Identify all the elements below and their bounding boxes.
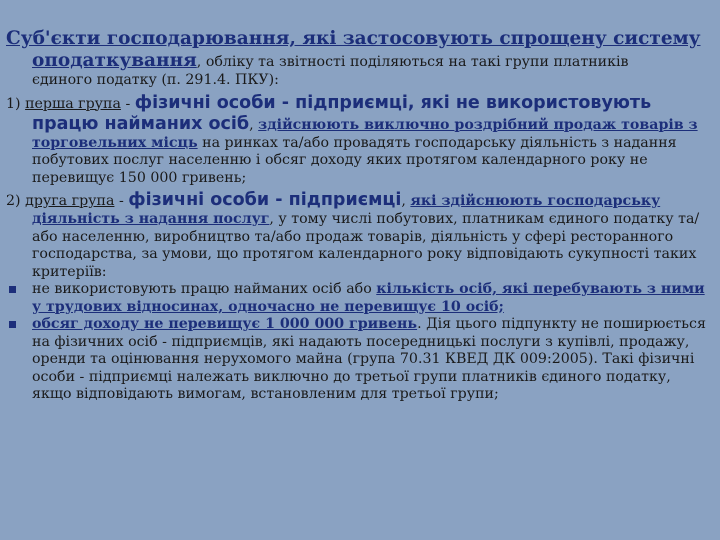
group2-paragraph <box>6 190 714 281</box>
title-heading: Суб'єкти господарювання, які застосовують спрощену систему <box>6 28 701 49</box>
title-paragraph <box>6 28 714 90</box>
group2-dash: - <box>114 193 129 209</box>
title-text: , обліку та звітності поділяються на такі групи платників <box>196 54 629 70</box>
group2-comma: , <box>401 193 411 209</box>
group1-number: 1) <box>6 95 26 112</box>
criteria-item-1 <box>6 281 714 316</box>
group1-comma: , <box>249 116 259 133</box>
group1-activity: здійснюють виключно роздрібний продаж товарів з торговельних місць <box>32 116 698 151</box>
group2-activity: які здійснюють господарську діяльність з надання послуг <box>32 193 661 227</box>
group1-label: перша група <box>25 95 121 112</box>
group2-definition: фізичні особи - підприємці <box>128 190 402 210</box>
slide-body <box>6 28 714 404</box>
group1-definition: фізичні особи - підприємці, які не використовують працю найманих осіб <box>32 92 652 134</box>
bullet-square-icon <box>9 286 16 293</box>
title-reference: єдиного податку (п. 291.4. ПКУ): <box>32 72 279 88</box>
group2-number: 2) <box>6 193 26 209</box>
criteria-1-limit: кількість осіб, які перебувають з ними у трудових відносинах, одночасно не перевищує 10 осіб; <box>32 281 705 315</box>
title-keyword: оподаткування <box>32 50 197 71</box>
criteria-item-2 <box>6 316 714 404</box>
criteria-2-limit: обсяг доходу не перевищує 1 000 000 гривень <box>32 316 418 332</box>
criteria-2-after: . Дія цього підпункту не поширюється на фізичних осіб - підприємців, які надають посередницькі послуги з купівлі, продажу, оренди та оцінювання нерухомого майна (група 70.31 КВЕД ДК 009:2005). Такі фізичні особи - підприємці належать виключно до третьої групи платників єдиного податку, якщо відповідають вимогам, встановленим для третьої групи; <box>32 316 706 402</box>
group1-rest: на ринках та/або провадять господарську діяльність з надання побутових послуг населенню і обсяг доходу яких протягом календарного року не перевищує 150 000 гривень; <box>32 134 677 186</box>
group1-dash: - <box>120 95 135 112</box>
criteria-1-text: не використовують працю найманих осіб або <box>32 281 377 297</box>
group2-label: друга група <box>25 193 115 209</box>
group2-rest: , у тому числі побутових, платникам єдиного податку та/або населенню, виробництво та/або продаж товарів, діяльність у сфері ресторанного господарства, за умови, що протягом календарного року відповідають сукупності таких критеріїв: <box>32 211 700 280</box>
bullet-square-icon <box>9 321 16 328</box>
group1-paragraph <box>6 93 714 188</box>
